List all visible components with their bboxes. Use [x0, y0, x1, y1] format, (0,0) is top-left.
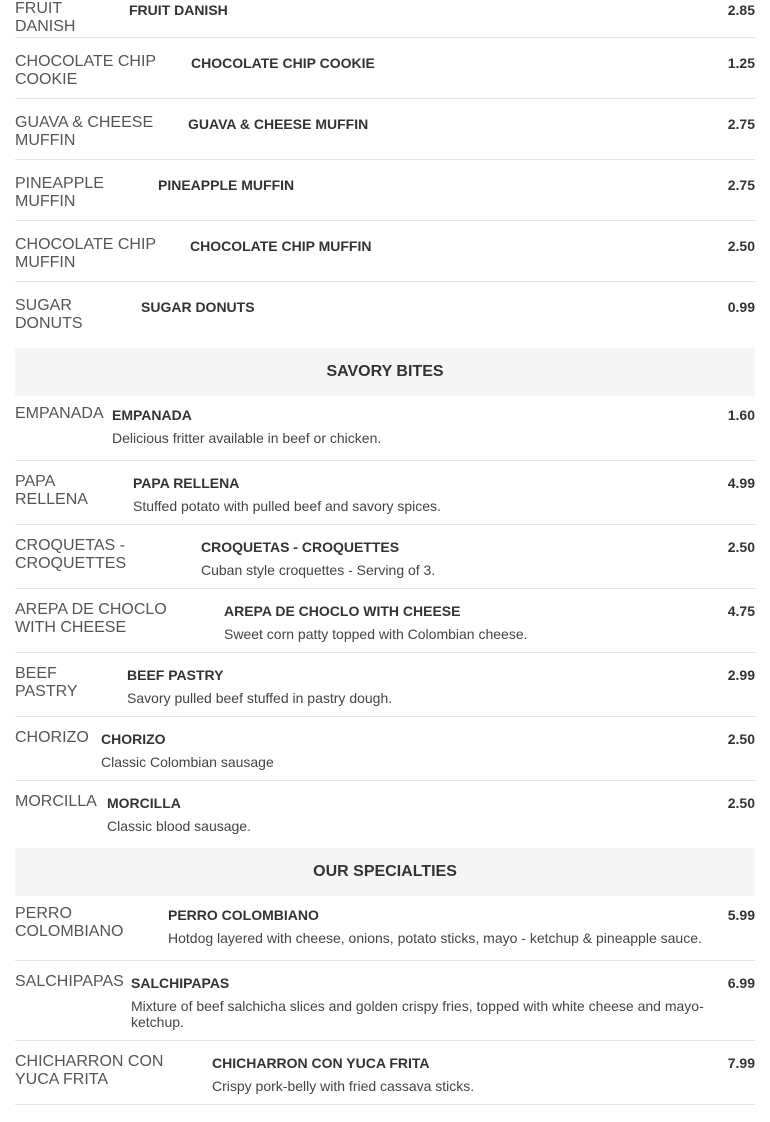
- item-price: 2.50: [727, 238, 755, 254]
- item-price: 2.85: [727, 2, 755, 18]
- item-price: 5.99: [727, 907, 755, 923]
- item-image: FRUIT DANISH: [15, 0, 76, 35]
- item-description: Cuban style croquettes - Serving of 3.: [201, 562, 436, 578]
- item-image: PERRO COLOMBIANO: [15, 905, 124, 940]
- item-price: 2.50: [727, 795, 755, 811]
- menu-item-chocolate-chip-cookie[interactable]: [15, 38, 755, 99]
- item-image: GUAVA & CHEESE MUFFIN: [15, 114, 154, 149]
- savory-list: [15, 405, 755, 840]
- item-name: SALCHIPAPAS: [131, 975, 230, 991]
- section-header-our-specialties: OUR SPECIALTIES: [15, 848, 755, 896]
- menu-item-beef-pastry[interactable]: [15, 653, 755, 717]
- item-description: Classic blood sausage.: [107, 818, 251, 834]
- item-image: CHICHARRON CON YUCA FRITA: [15, 1053, 164, 1088]
- sweets-list: [15, 0, 755, 340]
- item-name: CHOCOLATE CHIP COOKIE: [191, 55, 375, 71]
- item-name: CHOCOLATE CHIP MUFFIN: [190, 238, 372, 254]
- item-image: SALCHIPAPAS: [15, 973, 124, 990]
- menu-item-perro-colombiano[interactable]: [15, 905, 755, 961]
- item-name: PINEAPPLE MUFFIN: [158, 177, 295, 193]
- item-name: SUGAR DONUTS: [141, 299, 255, 315]
- item-image: CHORIZO: [15, 729, 89, 746]
- item-image: SUGAR DONUTS: [15, 297, 83, 332]
- item-name: PERRO COLOMBIANO: [168, 907, 319, 923]
- item-name: CROQUETAS - CROQUETTES: [201, 539, 400, 555]
- menu-item-fruit-danish[interactable]: [15, 0, 755, 38]
- menu-item-sugar-donuts[interactable]: [15, 282, 755, 340]
- item-price: 2.99: [727, 667, 755, 683]
- item-price: 2.50: [727, 539, 755, 555]
- item-name: CHICHARRON CON YUCA FRITA: [212, 1055, 430, 1071]
- item-description: Mixture of beef salchicha slices and golden crispy fries, topped with white cheese and mayo-ketchup.: [131, 998, 704, 1030]
- menu-page: [15, 0, 755, 1105]
- menu-item-papa-rellena[interactable]: [15, 461, 755, 525]
- item-description: Hotdog layered with cheese, onions, potato sticks, mayo - ketchup & pineapple sauce.: [168, 930, 702, 946]
- item-image: PINEAPPLE MUFFIN: [15, 175, 104, 210]
- item-price: 2.50: [727, 731, 755, 747]
- menu-item-croquetas[interactable]: [15, 525, 755, 589]
- item-image: EMPANADA: [15, 405, 104, 422]
- item-image: AREPA DE CHOCLO WITH CHEESE: [15, 601, 167, 636]
- item-image: CHOCOLATE CHIP MUFFIN: [15, 236, 156, 271]
- item-name: CHORIZO: [101, 731, 166, 747]
- menu-item-chicharron[interactable]: [15, 1041, 755, 1105]
- menu-item-pineapple-muffin[interactable]: [15, 160, 755, 221]
- item-description: Sweet corn patty topped with Colombian cheese.: [224, 626, 528, 642]
- menu-item-chocolate-chip-muffin[interactable]: [15, 221, 755, 282]
- item-price: 4.99: [727, 475, 755, 491]
- menu-item-morcilla[interactable]: [15, 781, 755, 840]
- item-image: BEEF PASTRY: [15, 665, 78, 700]
- item-price: 2.75: [727, 116, 755, 132]
- item-price: 0.99: [727, 299, 755, 315]
- menu-item-empanada[interactable]: [15, 405, 755, 461]
- item-name: FRUIT DANISH: [129, 2, 228, 18]
- menu-item-arepa-de-choclo[interactable]: [15, 589, 755, 653]
- item-name: AREPA DE CHOCLO WITH CHEESE: [224, 603, 461, 619]
- item-price: 1.25: [727, 55, 755, 71]
- item-price: 4.75: [727, 603, 755, 619]
- item-name: MORCILLA: [107, 795, 181, 811]
- section-header-savory-bites: SAVORY BITES: [15, 348, 755, 396]
- item-image: PAPA RELLENA: [15, 473, 88, 508]
- item-image: MORCILLA: [15, 793, 97, 810]
- item-image: CHOCOLATE CHIP COOKIE: [15, 53, 156, 88]
- item-description: Delicious fritter available in beef or chicken.: [112, 430, 382, 446]
- item-name: PAPA RELLENA: [133, 475, 240, 491]
- item-name: EMPANADA: [112, 407, 192, 423]
- menu-item-chorizo[interactable]: [15, 717, 755, 781]
- item-image: CROQUETAS - CROQUETTES: [15, 537, 127, 572]
- item-name: GUAVA & CHEESE MUFFIN: [188, 116, 369, 132]
- item-name: BEEF PASTRY: [127, 667, 224, 683]
- item-description: Crispy pork-belly with fried cassava sticks.: [212, 1078, 475, 1094]
- item-price: 7.99: [727, 1055, 755, 1071]
- item-description: Savory pulled beef stuffed in pastry dough.: [127, 690, 393, 706]
- item-price: 6.99: [727, 975, 755, 991]
- item-description: Classic Colombian sausage: [101, 754, 274, 770]
- item-price: 1.60: [727, 407, 755, 423]
- menu-item-salchipapas[interactable]: [15, 961, 755, 1041]
- item-description: Stuffed potato with pulled beef and savory spices.: [133, 498, 441, 514]
- item-price: 2.75: [727, 177, 755, 193]
- menu-item-guava-cheese-muffin[interactable]: [15, 99, 755, 160]
- specialties-list: [15, 905, 755, 1105]
